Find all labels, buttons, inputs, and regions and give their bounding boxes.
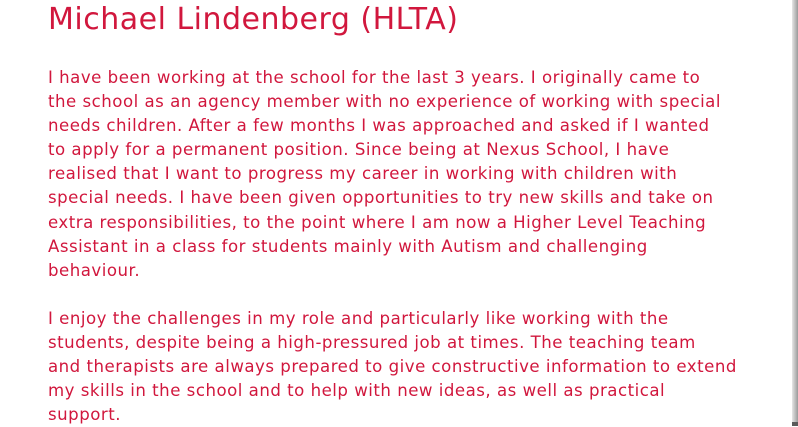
page-edge-shadow [792,0,798,426]
paragraph-1-line: Assistant in a class for students mainly with Autism and challenging [48,236,648,256]
staff-name-heading: Michael Lindenberg (HLTA) [48,2,459,37]
paragraph-1-line: the school as an agency member with no experience of working with special [48,92,721,112]
paragraph-1-line: special needs. I have been given opportunities to try new skills and take on [48,188,714,208]
paragraph-2-line: students, despite being a high-pressured job at times. The teaching team [48,333,696,353]
paragraph-1-line: to apply for a permanent position. Since being at Nexus School, I have [48,140,670,160]
paragraph-2 [48,307,798,427]
paragraph-1-line: extra responsibilities, to the point where I am now a Higher Level Teaching [48,212,707,232]
page-edge-corner [792,422,798,426]
paragraph-gap [48,283,798,307]
paragraph-1 [48,66,798,283]
profile-body [48,66,798,427]
paragraph-1-line: I have been working at the school for the last 3 years. I originally came to [48,68,701,87]
paragraph-1-line: realised that I want to progress my career in working with children with [48,164,678,184]
paragraph-1-line: needs children. After a few months I was approached and asked if I wanted [48,116,710,136]
paragraph-2-line: I enjoy the challenges in my role and particularly like working with the [48,308,669,328]
paragraph-2-line: support. [48,405,121,425]
paragraph-2-line: my skills in the school and to help with new ideas, as well as practical [48,381,666,401]
paragraph-1-line: behaviour. [48,260,141,280]
paragraph-2-line: and therapists are always prepared to give constructive information to extend [48,357,737,377]
